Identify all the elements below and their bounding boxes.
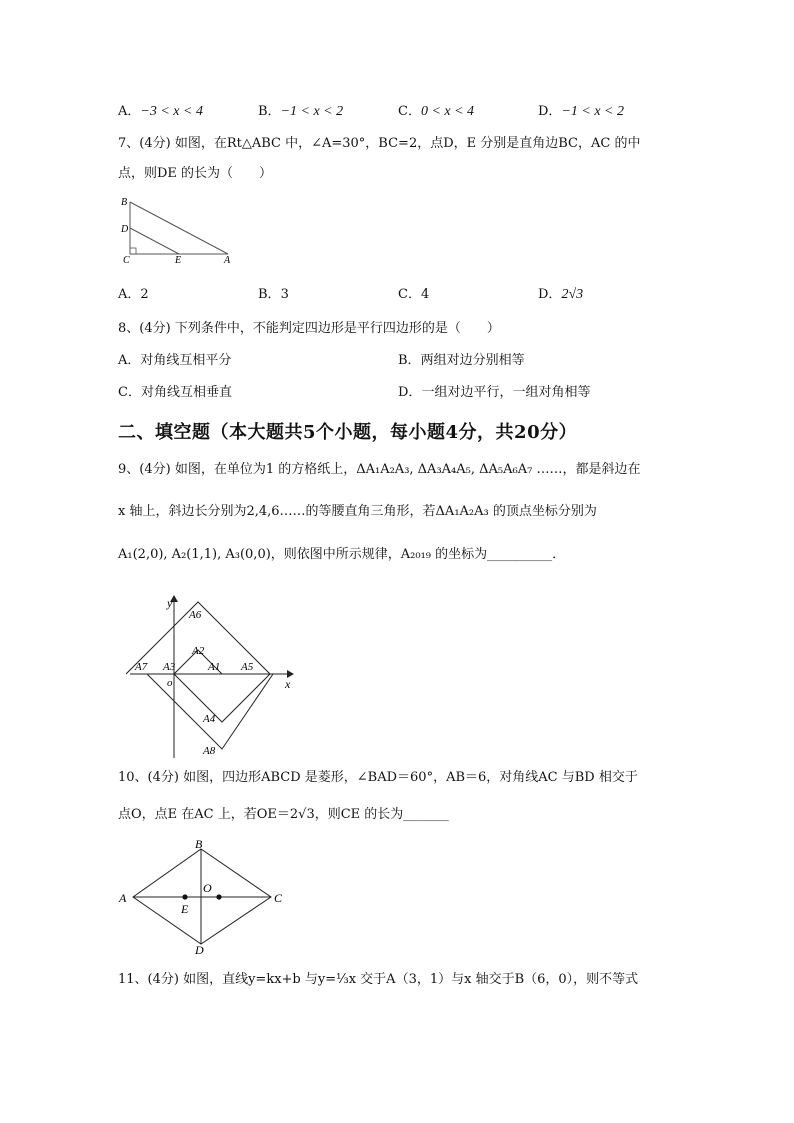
label-c: C xyxy=(274,891,283,905)
q7-stem-line1: 7、(4分) 如图，在Rt△ABC 中，∠A=30°，BC=2，点D，E 分别是直角边BC，AC 的中 xyxy=(118,136,641,151)
label-a2: A2 xyxy=(192,645,205,657)
label-d: D xyxy=(121,224,129,235)
label-y: y xyxy=(167,596,173,610)
option-letter: A． xyxy=(118,104,141,119)
option-text: 2√3 xyxy=(561,287,584,302)
q6-option-b xyxy=(258,103,343,121)
option-text: 一组对边平行，一组对角相等 xyxy=(421,385,591,400)
q11-stem-line1: 11、(4分) 如图，直线y=kx+b 与y=⅓x 交于A（3，1）与x 轴交于B（6，0），则不等式 xyxy=(118,972,639,987)
triangle-a7a8 xyxy=(147,674,273,749)
option-letter: B． xyxy=(258,104,281,119)
option-text: 2 xyxy=(140,287,149,302)
option-text: −1 < x < 2 xyxy=(561,104,624,119)
option-text: 0 < x < 4 xyxy=(420,104,475,119)
option-text: 对角线互相垂直 xyxy=(140,385,232,400)
q8-option-b xyxy=(398,352,525,370)
q10-stem-line1: 10、(4分) 如图，四边形ABCD 是菱形，∠BAD＝60°，AB＝6，对角线AC 与BD 相交于 xyxy=(118,770,638,785)
label-e: E xyxy=(181,902,189,916)
label-a1: A1 xyxy=(208,661,221,673)
option-text: −3 < x < 4 xyxy=(140,104,203,119)
q8-option-c xyxy=(118,384,232,402)
label-b: B xyxy=(195,837,203,851)
option-text: −1 < x < 2 xyxy=(280,104,344,119)
q9-stem-line1: 9、(4分) 如图，在单位为1 的方格纸上，ΔA₁A₂A₃, ΔA₃A₄A₅, ΔA₅A₆A₇ ……，都是斜边在 xyxy=(118,462,641,477)
q6-option-c xyxy=(398,103,474,121)
q9-stem-line3: A₁(2,0), A₂(1,1), A₃(0,0)，则依图中所示规律，A₂₀₁₉ 的坐标为__________． xyxy=(118,547,566,562)
label-c: C xyxy=(123,255,130,264)
q10-figure-rhombus xyxy=(115,836,295,958)
option-letter: B． xyxy=(398,353,421,368)
q8-option-a xyxy=(118,352,231,370)
label-x: x xyxy=(285,677,291,691)
q9-figure-coordinate xyxy=(125,590,305,760)
q7-option-b xyxy=(258,286,289,304)
q7-figure-triangle xyxy=(115,192,245,264)
label-a: A xyxy=(119,891,127,905)
option-text: 4 xyxy=(420,287,430,302)
label-e: E xyxy=(175,255,182,264)
q10-stem-line2: 点O，点E 在AC 上，若OE＝2√3，则CE 的长为_______ xyxy=(118,807,449,822)
option-text: 对角线互相平分 xyxy=(140,353,232,368)
section-heading: 二、填空题（本大题共5个小题，每小题4分，共20分） xyxy=(118,422,578,443)
q7-stem-line2: 点，则DE 的长为（ ） xyxy=(118,166,273,181)
option-letter: C． xyxy=(398,104,421,119)
label-a6: A6 xyxy=(189,609,202,621)
q6-option-d xyxy=(538,103,624,121)
label-a8: A8 xyxy=(203,745,216,757)
label-a4: A4 xyxy=(203,713,216,725)
label-d: D xyxy=(195,943,204,957)
option-text: 3 xyxy=(280,287,289,302)
option-letter: D． xyxy=(538,104,562,119)
q9-stem-line2: x 轴上，斜边长分别为2,4,6……的等腰直角三角形，若ΔA₁A₂A₃ 的顶点坐标分别为 xyxy=(118,504,597,519)
option-letter: C． xyxy=(118,385,141,400)
option-letter: A． xyxy=(118,353,141,368)
label-a5: A5 xyxy=(241,661,254,673)
label-a3: A3 xyxy=(163,661,176,673)
label-b: B xyxy=(121,197,128,208)
q8-option-d xyxy=(398,384,590,402)
option-text: 两组对边分别相等 xyxy=(420,353,525,368)
option-letter: A． xyxy=(118,287,141,302)
label-a7: A7 xyxy=(135,661,148,673)
label-o: O xyxy=(203,881,212,895)
point-e xyxy=(182,894,187,899)
q7-option-d xyxy=(538,286,583,304)
label-o: o xyxy=(167,677,173,689)
option-letter: D． xyxy=(398,385,422,400)
option-letter: B． xyxy=(258,287,281,302)
point-other xyxy=(216,894,221,899)
option-letter: C． xyxy=(398,287,421,302)
q7-option-a xyxy=(118,286,149,304)
q7-option-c xyxy=(398,286,429,304)
q6-option-a xyxy=(118,103,203,121)
q8-stem: 8、(4分) 下列条件中，不能判定四边形是平行四边形的是（ ） xyxy=(118,321,500,336)
option-letter: D． xyxy=(538,287,562,302)
label-a: A xyxy=(224,255,231,264)
